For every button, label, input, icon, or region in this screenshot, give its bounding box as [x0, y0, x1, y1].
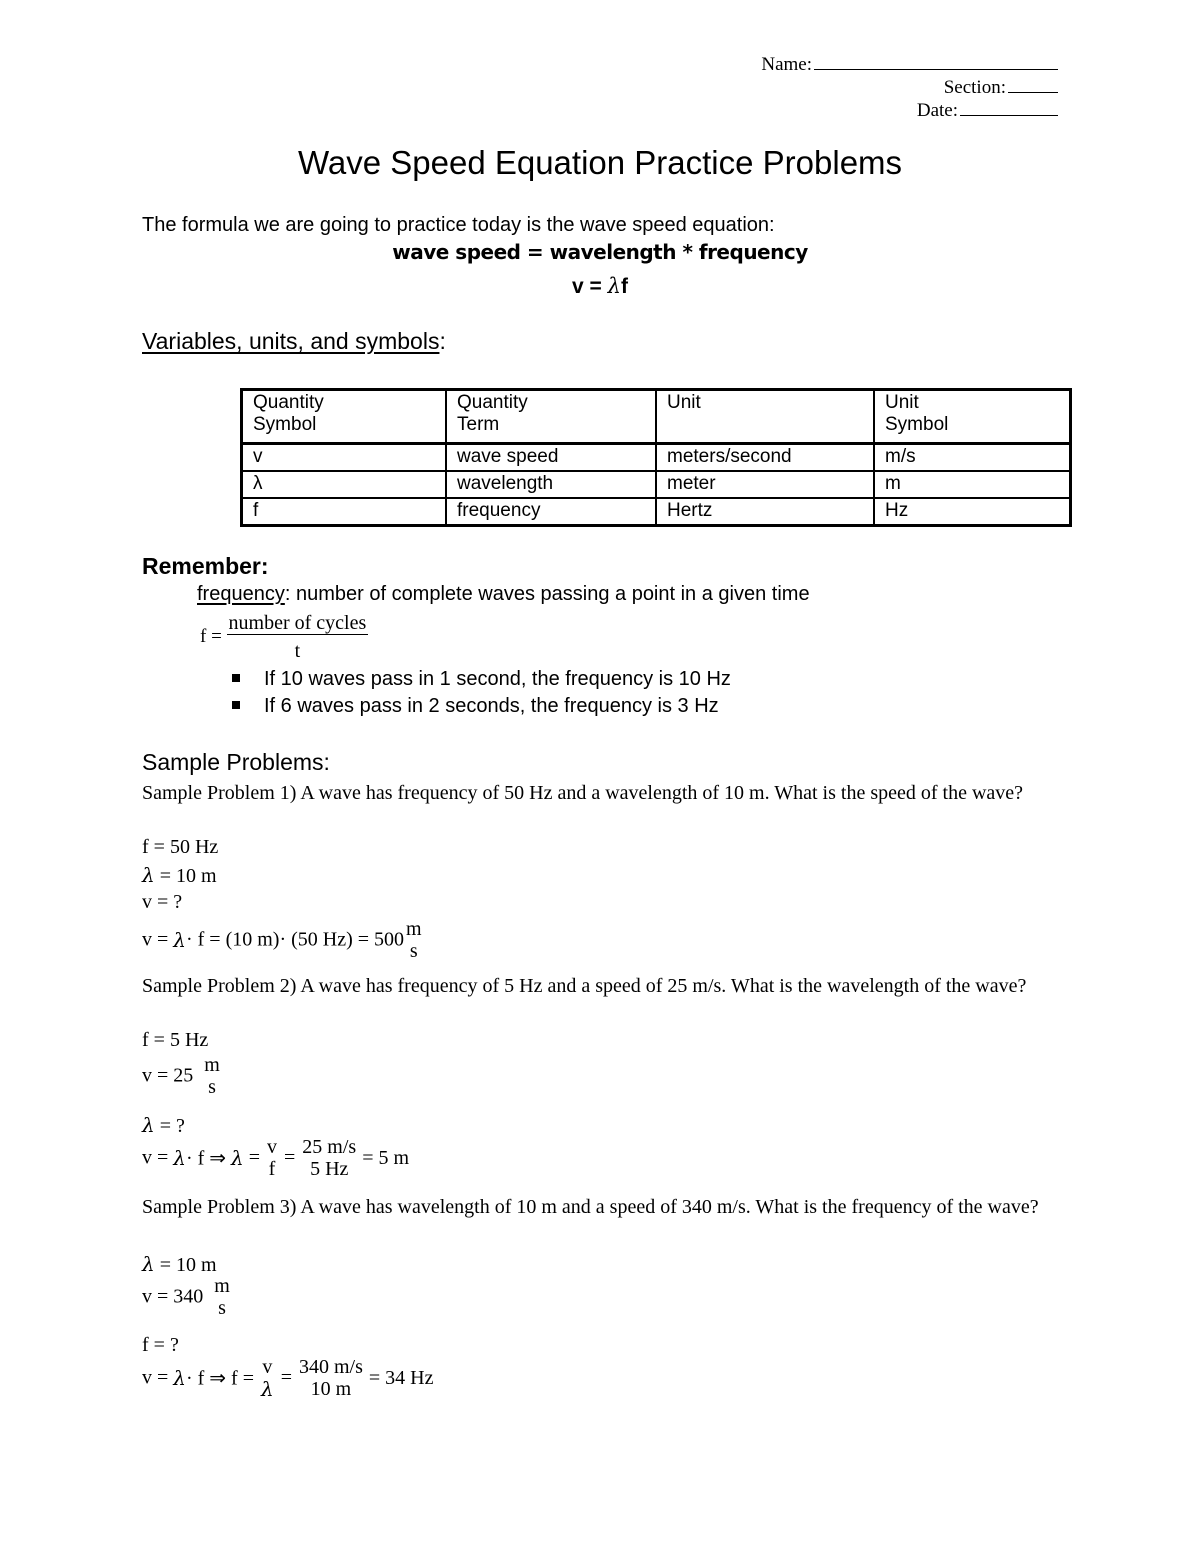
unit-numerator: m	[406, 918, 422, 940]
equals-sign: =	[279, 1146, 301, 1169]
unit-fraction	[212, 1275, 232, 1319]
frequency-formula	[200, 612, 368, 662]
given-v-value: v = 340	[142, 1285, 204, 1308]
unit-numerator: m	[214, 1275, 230, 1297]
problem-2-solution	[142, 1136, 409, 1180]
lambda-symbol: λ	[231, 1146, 244, 1170]
header-cell	[242, 390, 447, 444]
lambda-symbol: λ	[173, 1366, 186, 1390]
formula-fraction	[227, 612, 369, 662]
variables-heading	[142, 328, 446, 355]
table-cell: meters/second	[656, 444, 874, 472]
page-title: Wave Speed Equation Practice Problems	[297, 144, 903, 181]
list-item	[232, 668, 731, 691]
given-v-value: v = 25	[142, 1064, 194, 1087]
solution-part: =	[243, 1146, 266, 1169]
unit-denominator: s	[409, 940, 418, 962]
fraction-numerator: v	[267, 1136, 278, 1158]
table-cell: m	[874, 471, 1071, 498]
problem-3-given-lambda	[142, 1252, 217, 1277]
equation-lambda: λ	[607, 274, 621, 298]
unknown-text: = ?	[154, 1115, 185, 1137]
frequency-definition-text: : number of complete waves passing a point in a given time	[284, 583, 810, 605]
variables-table	[240, 388, 1072, 527]
problem-2-statement: Sample Problem 2) A wave has frequency of 5 Hz and a speed of 25 m/s. What is the wavelength of the wave?	[142, 975, 1027, 997]
problem-2-given-v	[142, 1054, 222, 1098]
table-row	[242, 471, 1071, 498]
equals-sign: =	[275, 1366, 297, 1389]
header-cell	[874, 390, 1071, 444]
fraction-denominator: λ	[261, 1377, 274, 1401]
fraction-denominator: 10 m	[310, 1378, 352, 1400]
table-cell: meter	[656, 471, 874, 498]
date-label: Date:	[916, 100, 958, 121]
section-blank	[1008, 76, 1058, 93]
header-cell	[446, 390, 656, 444]
solution-part: · f = (10 m)· (50 Hz) = 500	[185, 928, 405, 951]
table-cell: λ	[242, 471, 447, 498]
table-row	[242, 498, 1071, 526]
remember-heading: Remember:	[142, 553, 269, 579]
header-line: Symbol	[253, 414, 317, 435]
lambda-symbol: λ	[142, 1252, 155, 1276]
sample-problems-heading: Sample Problems:	[142, 749, 330, 775]
fraction-denominator: t	[227, 634, 369, 662]
solution-result: = 5 m	[362, 1146, 410, 1169]
bullet-text: If 10 waves pass in 1 second, the frequency is 10 Hz	[264, 668, 731, 690]
table-row	[242, 444, 1071, 472]
table-cell: frequency	[446, 498, 656, 526]
fraction-denominator: 5 Hz	[310, 1158, 349, 1180]
problem-1-solution	[142, 918, 424, 962]
solution-part: v =	[142, 1366, 174, 1389]
lambda-symbol: λ	[173, 928, 186, 952]
table-cell: wave speed	[446, 444, 656, 472]
fraction-numerator: 340 m/s	[298, 1356, 363, 1378]
name-line	[761, 53, 1058, 76]
unit-denominator: s	[208, 1076, 216, 1098]
unit-denominator: s	[218, 1297, 226, 1319]
variables-heading-text: Variables, units, and symbols	[142, 328, 440, 354]
header-line: Quantity	[457, 392, 528, 413]
fraction-denominator: f	[268, 1158, 276, 1180]
header-line: Unit	[885, 392, 919, 413]
problem-3-solution	[142, 1356, 433, 1400]
date-line	[917, 99, 1058, 122]
problem-1-statement: Sample Problem 1) A wave has frequency of 50 Hz and a wavelength of 10 m. What is the speed of the wave?	[142, 782, 1024, 804]
equation-symbols	[0, 274, 1200, 299]
v-over-lambda-fraction	[259, 1356, 276, 1400]
table-cell: wavelength	[446, 471, 656, 498]
header-line: Term	[457, 414, 500, 435]
name-blank	[814, 53, 1058, 70]
date-blank	[960, 99, 1058, 116]
fraction-numerator: number of cycles	[228, 612, 367, 634]
problem-1-unknown: v = ?	[142, 891, 183, 913]
header-line: Quantity	[253, 392, 324, 413]
value-fraction	[297, 1356, 365, 1400]
table-cell: f	[242, 498, 447, 526]
equation-lhs: v =	[572, 275, 602, 298]
unit-fraction	[202, 1054, 222, 1098]
bullet-text: If 6 waves pass in 2 seconds, the frequency is 3 Hz	[264, 695, 719, 717]
problem-3-unknown: f = ?	[142, 1334, 179, 1356]
table-cell: v	[242, 444, 447, 472]
problem-3-given-v	[142, 1275, 232, 1319]
lambda-symbol: λ	[173, 1146, 186, 1170]
v-over-f-fraction	[265, 1136, 279, 1180]
list-item	[232, 695, 719, 718]
table-cell: Hertz	[656, 498, 874, 526]
solution-part: · f ⇒	[185, 1147, 232, 1170]
unit-numerator: m	[204, 1054, 220, 1076]
header-line: Unit	[667, 392, 701, 413]
frequency-term: frequency	[197, 583, 285, 605]
section-line	[944, 76, 1058, 99]
unit-fraction	[404, 918, 424, 962]
table-header-row	[242, 390, 1071, 444]
fraction-numerator: 25 m/s	[302, 1136, 357, 1158]
bullet-square-icon	[232, 701, 240, 709]
frequency-definition	[197, 583, 810, 606]
given-lambda-value: = 10 m	[154, 865, 217, 887]
problem-1-given-lambda	[142, 863, 217, 888]
given-lambda-value: = 10 m	[154, 1254, 217, 1276]
solution-part: v =	[142, 928, 174, 951]
header-cell	[656, 390, 874, 444]
solution-part: v =	[142, 1146, 174, 1169]
lambda-symbol: λ	[142, 1113, 155, 1137]
solution-part: · f ⇒ f =	[185, 1367, 259, 1390]
equation-f: f	[620, 275, 628, 298]
intro-text: The formula we are going to practice today is the wave speed equation:	[142, 214, 775, 236]
name-label: Name:	[761, 54, 812, 75]
formula-lhs: f =	[200, 626, 222, 647]
lambda-symbol: λ	[142, 863, 155, 887]
problem-3-statement: Sample Problem 3) A wave has wavelength of 10 m and a speed of 340 m/s. What is the frequency of the wave?	[142, 1196, 1039, 1218]
header-line: Symbol	[885, 414, 949, 435]
value-fraction	[300, 1136, 358, 1180]
solution-result: = 34 Hz	[368, 1366, 434, 1389]
problem-2-given-f: f = 5 Hz	[142, 1029, 209, 1051]
fraction-numerator: v	[262, 1356, 273, 1378]
variables-colon: :	[439, 328, 446, 354]
bullet-square-icon	[232, 674, 240, 682]
problem-2-unknown	[142, 1113, 185, 1138]
table-cell: Hz	[874, 498, 1071, 526]
section-label: Section:	[943, 77, 1006, 98]
problem-1-given-f: f = 50 Hz	[142, 836, 219, 858]
equation-words: wave speed = wavelength * frequency	[392, 240, 808, 264]
table-cell: m/s	[874, 444, 1071, 472]
